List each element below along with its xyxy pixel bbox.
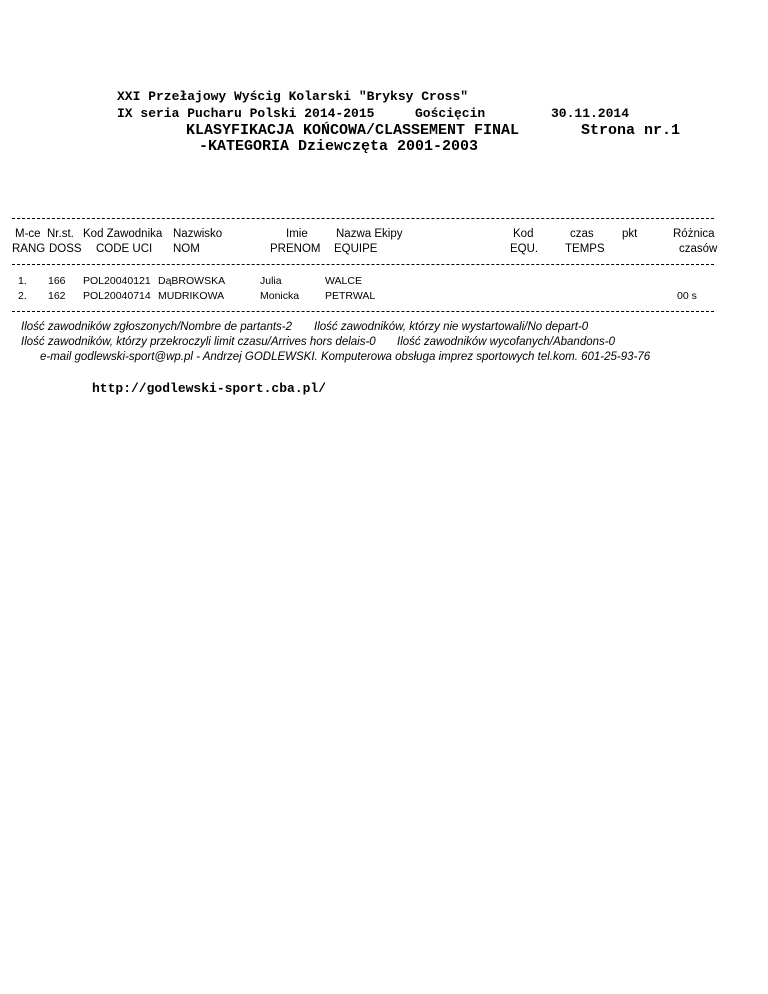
row-first: Monicka	[260, 290, 300, 302]
divider-top	[12, 218, 714, 219]
col-teamcode-fr: EQU.	[510, 243, 539, 255]
col-teamcode-pl: Kod	[513, 228, 534, 240]
col-diff-pl: Różnica	[673, 228, 715, 240]
col-time-fr: TEMPS	[565, 243, 605, 255]
row-bib: 166	[48, 275, 66, 287]
col-team-fr: EQUIPE	[334, 243, 378, 255]
col-points-pl: pkt	[622, 228, 638, 240]
table-row	[0, 275, 768, 290]
row-name: DąBROWSKA	[158, 275, 226, 287]
col-rank-pl: M-ce	[15, 228, 41, 240]
col-bib-fr: DOSS	[49, 243, 82, 255]
event-date: 30.11.2014	[551, 106, 630, 121]
page-number: Strona nr.1	[581, 122, 681, 139]
summary-registered: Ilość zawodników zgłoszonych/Nombre de partants-2	[21, 321, 293, 333]
classification-title: KLASYFIKACJA KOŃCOWA/CLASSEMENT FINAL	[186, 122, 520, 139]
col-first-pl: Imie	[286, 228, 308, 240]
col-name-pl: Nazwisko	[173, 228, 223, 240]
event-place: Gościęcin	[415, 106, 486, 121]
row-rank: 1.	[18, 275, 27, 287]
row-bib: 162	[48, 290, 66, 302]
col-diff-fr: czasów	[679, 243, 718, 255]
event-title: XXI Przełajowy Wyścig Kolarski "Bryksy Cross"	[117, 89, 469, 104]
col-code-pl: Kod Zawodnika	[83, 228, 163, 240]
row-team: WALCE	[325, 275, 362, 287]
divider-header	[12, 264, 714, 265]
summary-over-limit: Ilość zawodników, którzy przekroczyli limit czasu/Arrives hors delais-0	[21, 336, 376, 348]
row-rank: 2.	[18, 290, 27, 302]
series-name: IX seria Pucharu Polski 2014-2015	[117, 106, 375, 121]
divider-bottom	[12, 311, 714, 312]
website-link[interactable]: http://godlewski-sport.cba.pl/	[92, 381, 327, 396]
summary-not-started: Ilość zawodników, którzy nie wystartowali/No depart-0	[314, 321, 589, 333]
category-title: -KATEGORIA Dziewczęta 2001-2003	[199, 138, 479, 155]
table-row	[0, 290, 768, 305]
col-rank-fr: RANG	[12, 243, 46, 255]
col-name-fr: NOM	[173, 243, 200, 255]
col-bib-pl: Nr.st.	[47, 228, 74, 240]
col-code-fr: CODE UCI	[96, 243, 153, 255]
row-code: POL20040121	[83, 275, 151, 287]
col-time-pl: czas	[570, 228, 594, 240]
contact-line: e-mail godlewski-sport@wp.pl - Andrzej GODLEWSKI. Komputerowa obsługa imprez sportowych tel.kom. 601-25-93-76	[40, 351, 651, 363]
row-code: POL20040714	[83, 290, 151, 302]
col-first-fr: PRENOM	[270, 243, 321, 255]
row-name: MUDRIKOWA	[158, 290, 225, 302]
row-diff: 00 s	[677, 290, 697, 302]
row-team: PETRWAL	[325, 290, 376, 302]
row-first: Julia	[260, 275, 282, 287]
col-team-pl: Nazwa Ekipy	[336, 228, 403, 240]
summary-abandoned: Ilość zawodników wycofanych/Abandons-0	[397, 336, 615, 348]
